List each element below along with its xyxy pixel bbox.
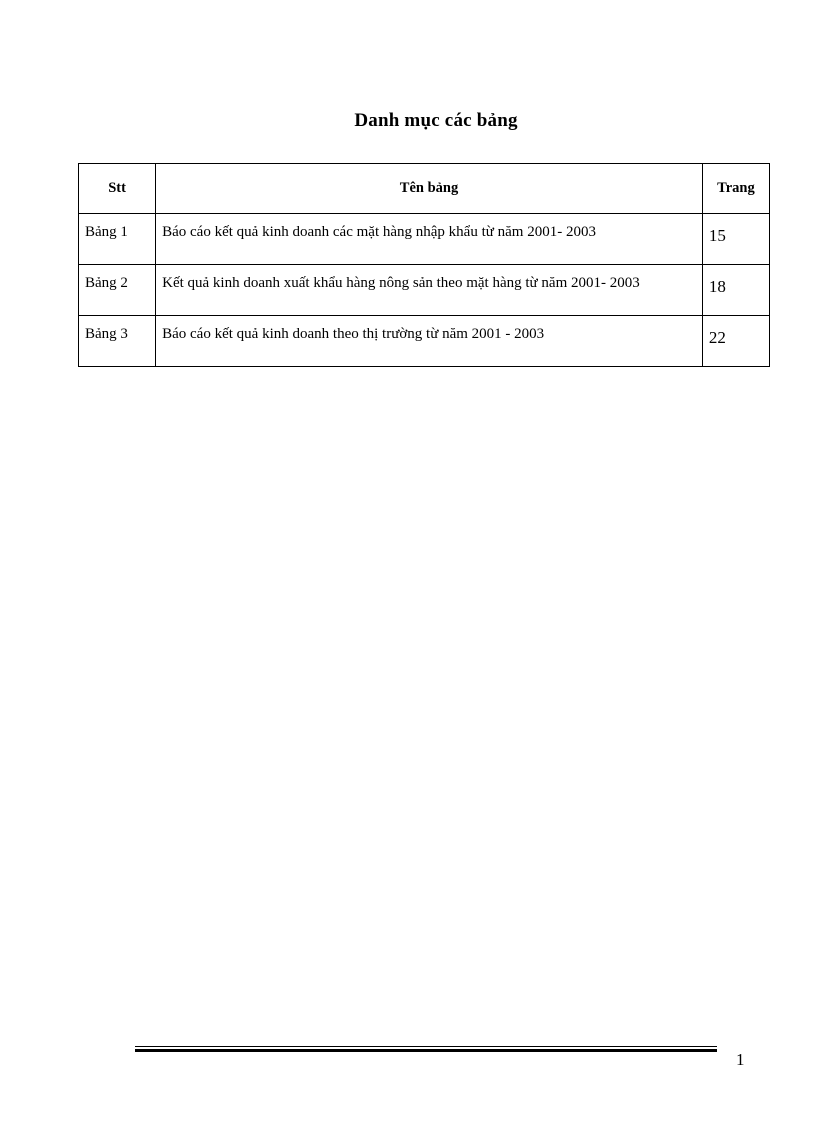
header-stt: Stt <box>79 164 156 214</box>
header-table-name: Tên bảng <box>156 164 703 214</box>
row-stt: Bảng 1 <box>79 214 156 265</box>
row-page: 18 <box>702 265 769 316</box>
row-table-name: Kết quả kinh doanh xuất khẩu hàng nông sản theo mặt hàng từ năm 2001- 2003 <box>156 265 703 316</box>
table-row <box>79 214 770 265</box>
table-row <box>79 316 770 367</box>
table-row <box>79 265 770 316</box>
row-table-name: Báo cáo kết quả kinh doanh theo thị trường từ năm 2001 - 2003 <box>156 316 703 367</box>
row-page: 15 <box>702 214 769 265</box>
table-header-row <box>79 164 770 214</box>
page-title: Danh mục các bảng <box>354 110 518 131</box>
row-stt: Bảng 2 <box>79 265 156 316</box>
row-stt: Bảng 3 <box>79 316 156 367</box>
row-table-name: Báo cáo kết quả kinh doanh các mặt hàng nhập khẩu từ năm 2001- 2003 <box>156 214 703 265</box>
header-page: Trang <box>702 164 769 214</box>
page-number: 1 <box>736 1050 745 1069</box>
footer-divider <box>135 1046 717 1052</box>
row-page: 22 <box>702 316 769 367</box>
table-of-tables <box>78 163 770 367</box>
